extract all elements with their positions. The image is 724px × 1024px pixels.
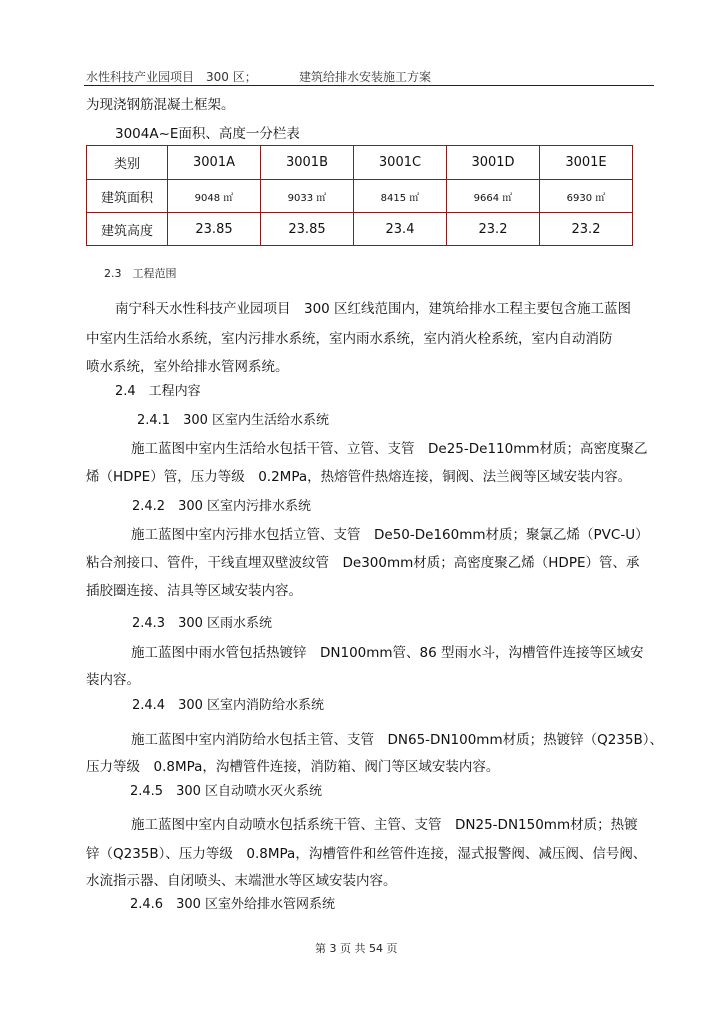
header-document-title: 建筑给排水安装施工方案 [299, 70, 432, 84]
section-2-3-line: 南宁科天水性科技产业园项目 300 区红线范围内，建筑给排水工程主要包含施工蓝图 [115, 301, 632, 317]
section-2-3-line: 中室内生活给水系统，室内污排水系统，室内雨水系统，室内消火栓系统，室内自动消防 [86, 331, 613, 347]
table-header-cell: 类别 [87, 146, 168, 180]
table-header-row [87, 146, 633, 180]
section-2-4-4-title: 2.4.4 300 区室内消防给水系统 [132, 698, 325, 713]
section-2-4-1-line: 施工蓝图中室内生活给水包括干管、立管、支管 De25-De110mm材质；高密度聚乙 [131, 441, 648, 457]
section-2-4-2-line: 粘合剂接口、管件，干线直埋双壁波纹管 De300mm材质；高密度聚乙烯（HDPE）管、承 [86, 555, 640, 571]
table-header-cell: 3001A [168, 146, 261, 180]
table-cell: 23.2 [447, 213, 540, 246]
section-2-4-title: 2.4 工程内容 [115, 384, 201, 399]
header-project-name: 水性科技产业园项目 300 区； [86, 70, 257, 84]
table-header-cell: 3001B [261, 146, 354, 180]
table-cell: 23.4 [354, 213, 447, 246]
table-cell: 8415 ㎡ [354, 180, 447, 213]
section-2-4-6-title: 2.4.6 300 区室外给排水管网系统 [130, 897, 336, 912]
page-number: 第 3 页 共 54 页 [315, 942, 398, 955]
section-2-4-2-title: 2.4.2 300 区室内污排水系统 [132, 499, 312, 514]
table-cell: 23.85 [261, 213, 354, 246]
section-2-3-title: 2.3 工程范围 [104, 267, 177, 280]
section-2-4-2-line: 插胶圈连接、洁具等区域安装内容。 [86, 583, 302, 599]
table-row [87, 213, 633, 246]
section-2-4-3-line: 施工蓝图中雨水管包括热镀锌 DN100mm管、86 型雨水斗，沟槽管件连接等区域安 [131, 645, 644, 661]
section-2-4-5-line: 锌（Q235B）、压力等级 0.8MPa，沟槽管件和丝管件连接，湿式报警阀、减压阀、信号阀、 [86, 846, 647, 862]
table-row-label: 建筑高度 [87, 213, 168, 246]
header-divider [84, 85, 654, 86]
table-header-cell: 3001C [354, 146, 447, 180]
table-cell: 9664 ㎡ [447, 180, 540, 213]
section-2-4-5-title: 2.4.5 300 区自动喷水灭火系统 [130, 784, 323, 799]
table-cell: 23.2 [540, 213, 633, 246]
section-2-4-2-line: 施工蓝图中室内污排水包括立管、支管 De50-De160mm材质；聚氯乙烯（PVC-U） [131, 527, 649, 543]
section-2-4-5-line: 施工蓝图中室内自动喷水包括系统干管、主管、支管 DN25-DN150mm材质；热镀 [131, 817, 638, 833]
section-2-4-1-title: 2.4.1 300 区室内生活给水系统 [137, 413, 330, 428]
section-2-4-3-title: 2.4.3 300 区雨水系统 [132, 616, 273, 631]
intro-line: 为现浇钢筋混凝土框架。 [86, 97, 235, 113]
table-cell: 23.85 [168, 213, 261, 246]
section-2-4-1-line: 烯（HDPE）管，压力等级 0.2MPa，热熔管件热熔连接，铜阀、法兰阀等区域安装内容。 [86, 469, 632, 485]
section-2-4-3-line: 装内容。 [86, 672, 140, 688]
table-row-label: 建筑面积 [87, 180, 168, 213]
table-cell: 6930 ㎡ [540, 180, 633, 213]
table-row [87, 180, 633, 213]
section-2-4-4-line: 施工蓝图中室内消防给水包括主管、支管 DN65-DN100mm材质；热镀锌（Q235B）、 [131, 732, 664, 748]
table-header-cell: 3001D [447, 146, 540, 180]
section-2-4-4-line: 压力等级 0.8MPa，沟槽管件连接，消防箱、阀门等区域安装内容。 [86, 759, 500, 775]
section-2-3-line: 喷水系统，室外给排水管网系统。 [86, 359, 289, 375]
area-height-table [86, 145, 633, 246]
section-2-4-5-line: 水流指示器、自闭喷头、末端泄水等区域安装内容。 [86, 873, 397, 889]
table-header-cell: 3001E [540, 146, 633, 180]
table-cell: 9033 ㎡ [261, 180, 354, 213]
table-cell: 9048 ㎡ [168, 180, 261, 213]
table-caption: 3004A~E面积、高度一分栏表 [115, 126, 300, 142]
